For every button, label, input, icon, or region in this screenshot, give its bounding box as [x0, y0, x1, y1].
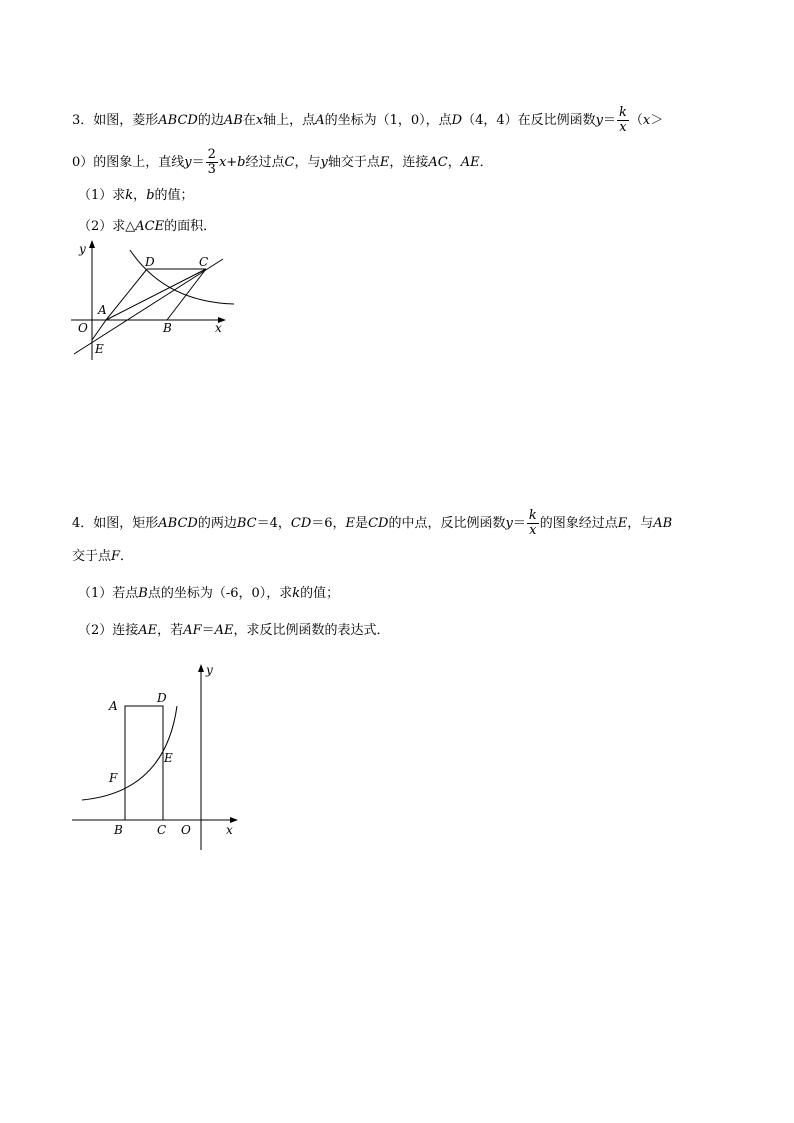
q3-var: y [595, 113, 603, 128]
q4-text: 的两边 [197, 516, 237, 531]
q4-label-b: B [114, 823, 123, 837]
q4-fraction-k-over-x: $\frac{k}{x}$ [528, 508, 537, 538]
q3-text: 的坐标为（1，0），点 [324, 113, 452, 128]
q4-part-2: （2）连接AE，若AF＝AE，求反比例函数的表达式． [78, 623, 390, 638]
q3-label-x: x [215, 321, 222, 335]
q4-label-x: x [226, 823, 233, 837]
q3-part-2: （2）求△ACE的面积． [78, 219, 217, 234]
q4-y-arrow-icon [198, 664, 204, 672]
q4-text: ＝ [512, 516, 526, 531]
q3-text: 经过点 [245, 155, 285, 170]
q3-text: （ [629, 113, 643, 128]
q3-text: ＝ [602, 113, 616, 128]
q4-part-1: （1）若点B点的坐标为（-6，0），求k的值； [78, 586, 340, 601]
q3-part-1: （1）求k，b的值； [78, 188, 194, 203]
q3-label-c: C [199, 255, 209, 269]
q3-var: D [451, 113, 463, 128]
q3-var: AB [223, 113, 243, 128]
q3-label-b: B [163, 321, 172, 335]
q3-label-d: D [145, 255, 155, 269]
q3-var: AC [428, 155, 448, 170]
q3-text: （4，4）在反比例函数 [462, 113, 596, 128]
q3-text: 的边 [197, 113, 224, 128]
q3-fraction-k-over-x: $\frac{k}{x}$ [618, 105, 627, 135]
q3-var: A [315, 113, 325, 128]
q4-var: CD [368, 516, 389, 531]
q3-var: ABCD [158, 113, 198, 128]
q4-var: ABCD [158, 516, 198, 531]
q4-rectangle-abcd [125, 706, 163, 820]
q3-label-e: E [95, 342, 104, 356]
q3-text: 0）的图象上，直线 [72, 155, 185, 170]
q4-text: 4．如图，矩形 [72, 516, 159, 531]
q4-var: CD [290, 516, 312, 531]
q3-text: ，连接 [389, 155, 429, 170]
q4-var: E [617, 516, 628, 531]
q3-var: x+b [218, 155, 246, 170]
q3-var: AE [460, 155, 480, 170]
q3-text: ． [479, 155, 493, 170]
q4-label-y: y [206, 663, 213, 677]
q4-text: ，与 [627, 516, 654, 531]
q4-label-o: O [181, 823, 191, 837]
q3-text: ＝ [191, 155, 205, 170]
q3-var: y [184, 155, 192, 170]
q4-var: E [345, 516, 356, 531]
q3-text: 轴上，点 [263, 113, 316, 128]
q3-var: x [642, 113, 651, 128]
q3-text: 在 [242, 113, 256, 128]
q4-var: y [505, 516, 513, 531]
q3-label-y: y [79, 242, 86, 256]
q3-text: ，与 [294, 155, 321, 170]
q3-fraction-2-over-3: $\frac{2}{3}$ [207, 147, 216, 177]
q4-label-a: A [109, 699, 118, 713]
q4-label-d: D [157, 691, 167, 705]
q4-text: ＝6， [311, 516, 346, 531]
q4-text: ＝4， [256, 516, 291, 531]
q3-text: 3．如图，菱形 [72, 113, 159, 128]
q4-text: 是 [355, 516, 369, 531]
q4-var: BC [236, 516, 257, 531]
q3-var: x [255, 113, 264, 128]
q4-text: 的中点，反比例函数 [388, 516, 506, 531]
q4-line-2: 交于点F． [72, 549, 134, 564]
q3-var: y [320, 155, 328, 170]
q4-text: 的图象经过点 [539, 516, 618, 531]
q3-text: ＞ [650, 113, 664, 128]
q4-label-c: C [157, 823, 167, 837]
q3-text: ， [447, 155, 461, 170]
q3-label-a: A [98, 303, 107, 317]
q4-label-e: E [164, 751, 173, 765]
q3-var: C [284, 155, 295, 170]
q4-label-f: F [109, 771, 118, 785]
q3-label-o: O [78, 321, 88, 335]
q4-var: AB [653, 516, 673, 531]
q3-text: 轴交于点 [327, 155, 380, 170]
q3-var: E [379, 155, 390, 170]
